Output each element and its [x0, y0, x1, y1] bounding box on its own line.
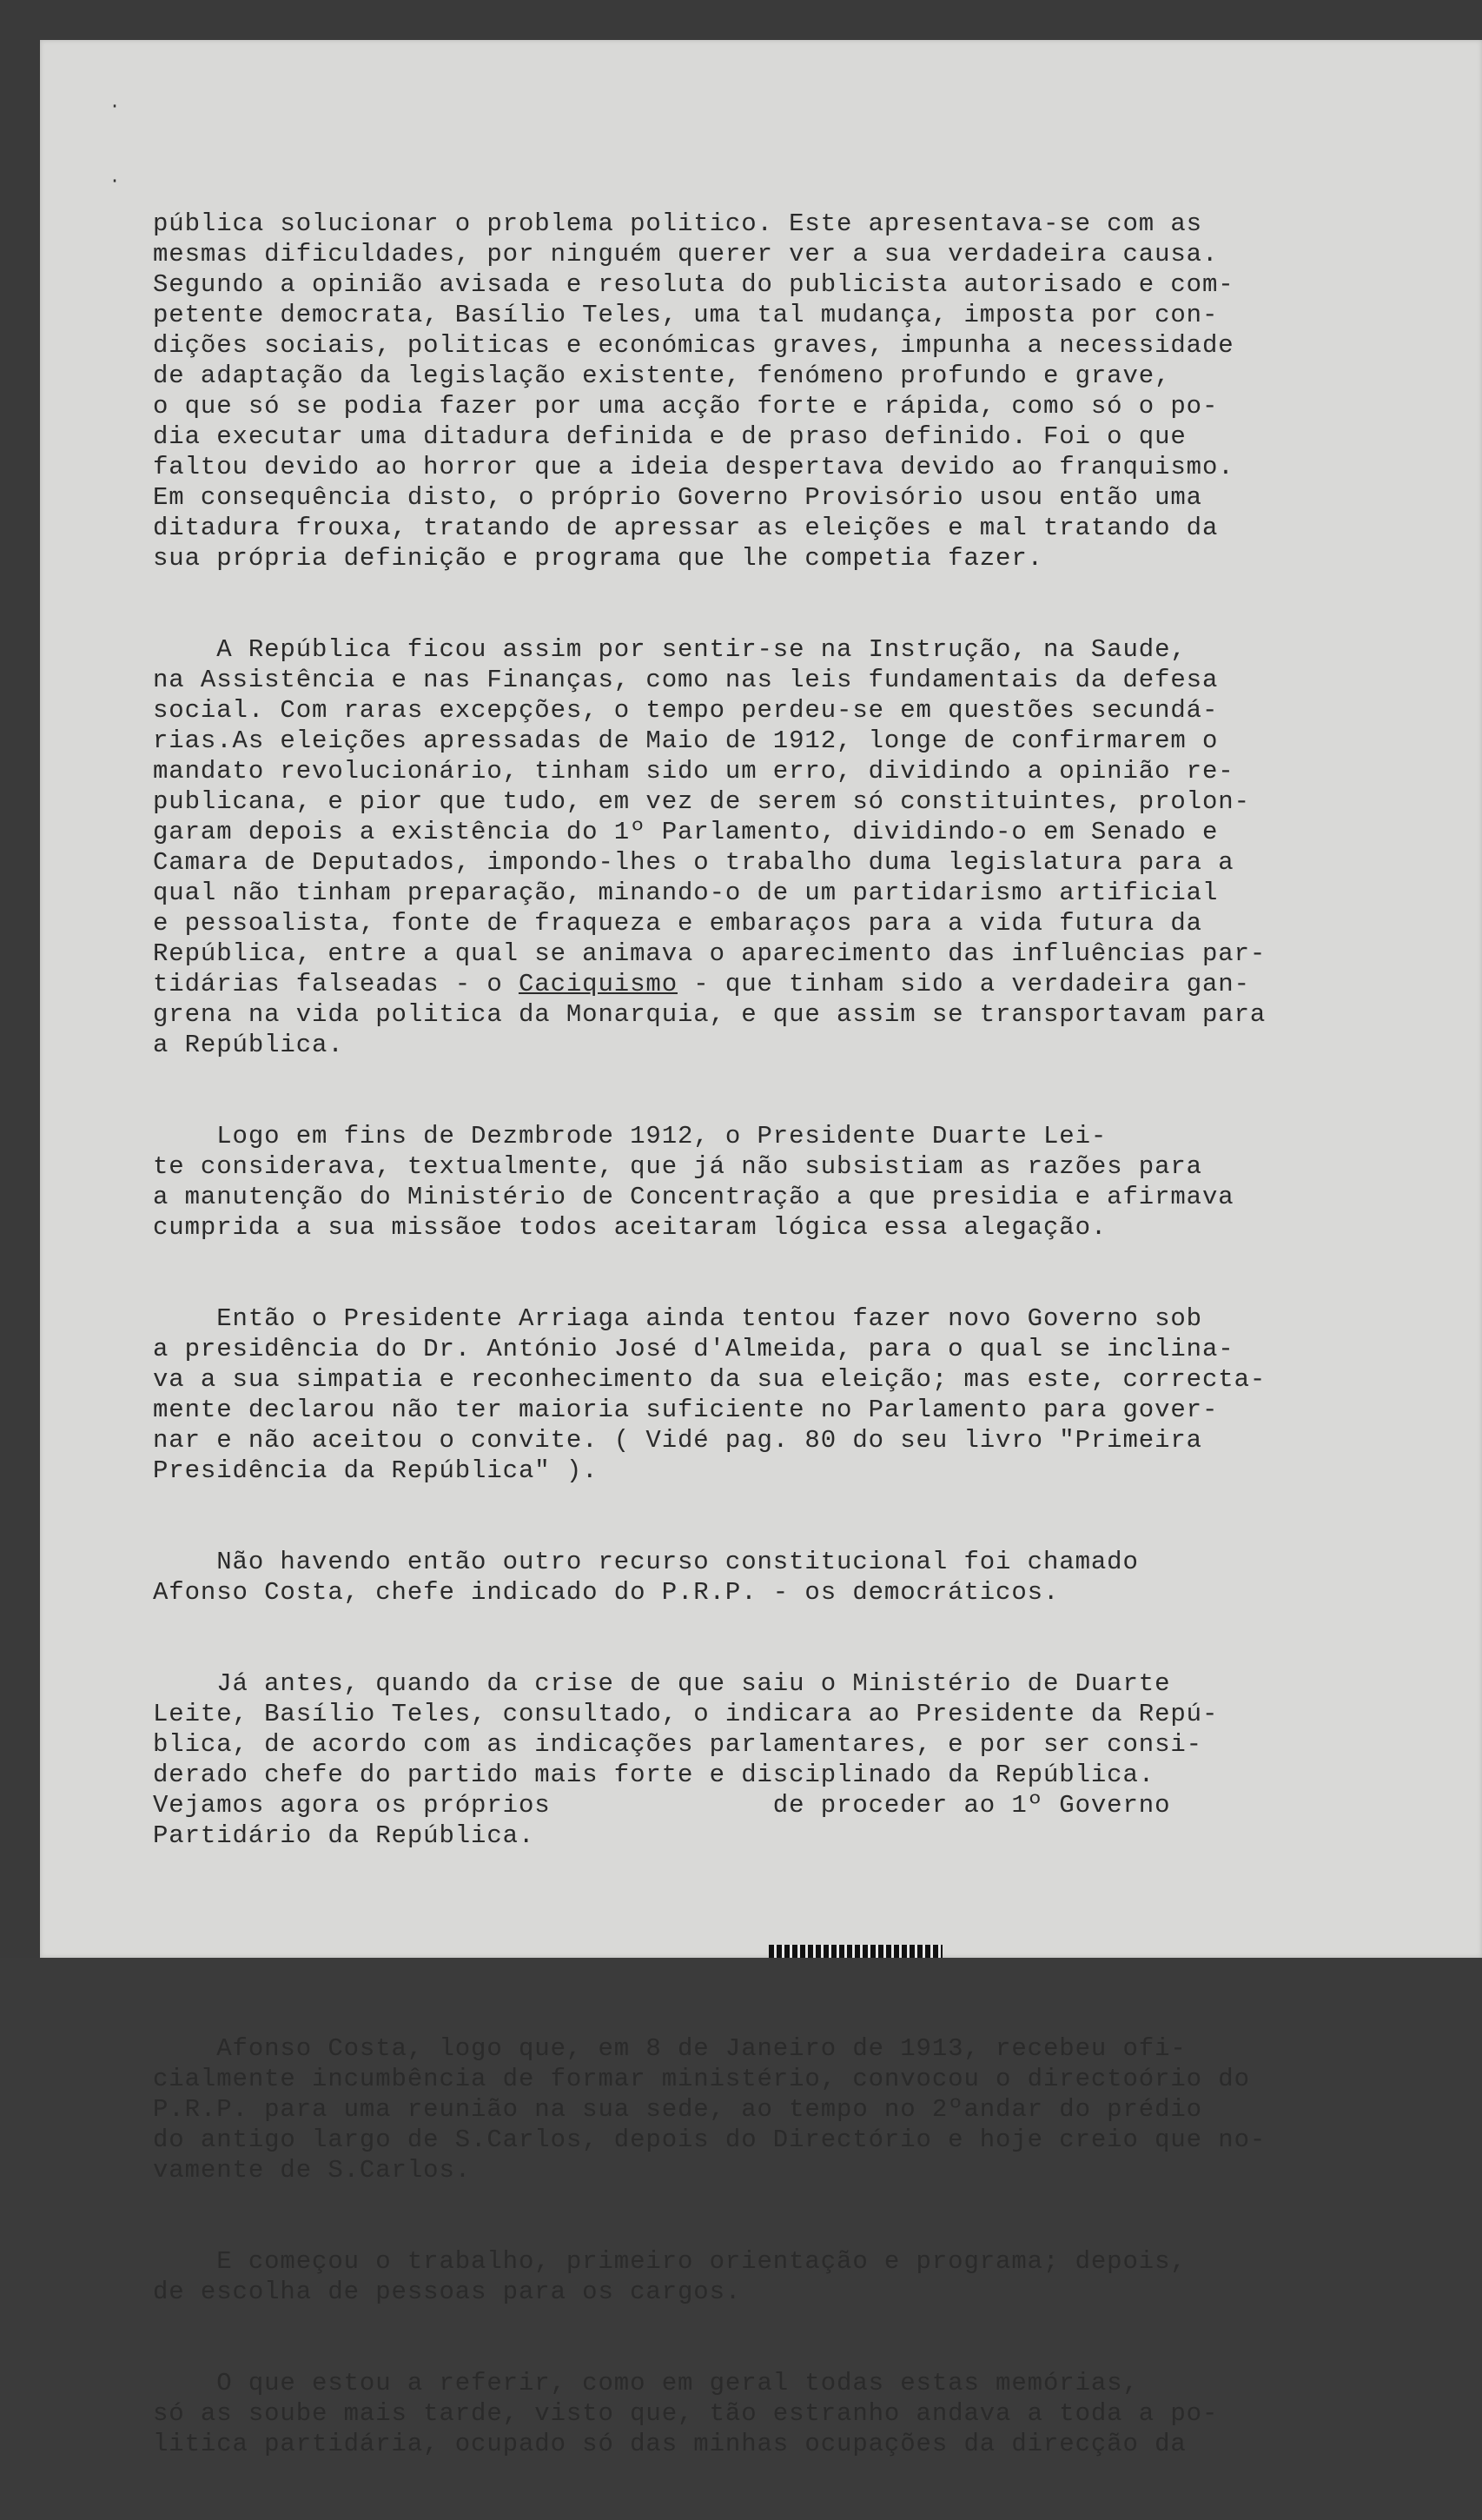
paragraph-gap [153, 1912, 1386, 1973]
paragraph [153, 2368, 1386, 2459]
text-line: publicana, e pior que tudo, em vez de serem só constituintes, prolon- [153, 787, 1250, 816]
underlined-term: Caciquismo [518, 970, 678, 998]
text-line: litica partidária, ocupado só das minhas ocupações da direcção da [153, 2430, 1187, 2458]
text-line: grena na vida politica da Monarquia, e que assim se transportavam para [153, 1000, 1267, 1029]
text-line: Afonso Costa, chefe indicado do P.R.P. - os democráticos. [153, 1578, 1060, 1607]
text-line: Já antes, quando da crise de que saiu o Ministério de Duarte [153, 1669, 1171, 1698]
text-line: Vejamos agora os próprios de proceder ao 1º Governo [153, 1791, 1171, 1820]
text-line: nar e não aceitou o convite. ( Vidé pag. 80 do seu livro "Primeira [153, 1426, 1202, 1455]
text-line: cialmente incumbência de formar ministério, convocou o directoório do [153, 2065, 1250, 2093]
text-line: qual não tinham preparação, minando-o de um partidarismo artificial [153, 879, 1219, 907]
text-line: Em consequência disto, o próprio Governo Provisório usou então uma [153, 483, 1202, 512]
text-line: O que estou a referir, como em geral todas estas memórias, [153, 2369, 1139, 2397]
paragraph [153, 1121, 1386, 1243]
paragraph [153, 634, 1386, 1060]
text-line: blica, de acordo com as indicações parlamentares, e por ser consi- [153, 1730, 1202, 1759]
text-line: A República ficou assim por sentir-se na Instrução, na Saude, [153, 635, 1187, 664]
text-line: petente democrata, Basílio Teles, uma tal mudança, imposta por con- [153, 301, 1219, 329]
text-line: Presidência da República" ). [153, 1456, 599, 1485]
text-line: va a sua simpatia e reconhecimento da sua eleição; mas este, correcta- [153, 1365, 1267, 1394]
text-line: Logo em fins de Dezmbrode 1912, o Presidente Duarte Lei- [153, 1122, 1108, 1151]
typewritten-text [153, 148, 1386, 2520]
text-line: faltou devido ao horror que a ideia despertava devido ao franquismo. [153, 453, 1234, 481]
text-line: a manutenção do Ministério de Concentração a que presidia e afirmava [153, 1183, 1234, 1211]
margin-mark: · [109, 170, 121, 191]
text-line: Segundo a opinião avisada e resoluta do publicista autorisado e com- [153, 270, 1234, 299]
paragraph [153, 2246, 1386, 2307]
text-line: na Assistência e nas Finanças, como nas leis fundamentais da defesa [153, 666, 1219, 694]
text-line: P.R.P. para uma reunião na sua sede, ao tempo no 2ºandar do prédio [153, 2095, 1202, 2124]
paragraph [153, 1547, 1386, 1608]
text-line: garam depois a existência do 1º Parlamento, dividindo-o em Senado e [153, 818, 1219, 846]
paragraph [153, 1668, 1386, 1851]
text-line: Não havendo então outro recurso constitucional foi chamado [153, 1548, 1139, 1576]
text-line: e pessoalista, fonte de fraqueza e embaraços para a vida futura da [153, 909, 1202, 938]
text-line: te considerava, textualmente, que já não subsistiam as razões para [153, 1152, 1202, 1181]
text-line: Então o Presidente Arriaga ainda tentou fazer novo Governo sob [153, 1304, 1202, 1333]
text-line: só as soube mais tarde, visto que, tão estranho andava a toda a po- [153, 2399, 1219, 2428]
text-line: a presidência do Dr. António José d'Almeida, para o qual se inclina- [153, 1335, 1234, 1363]
paragraph [153, 209, 1386, 574]
text-line: de escolha de pessoas para os cargos. [153, 2278, 742, 2306]
text-line: cumprida a sua missãoe todos aceitaram lógica essa alegação. [153, 1213, 1108, 1242]
text-line: rias.As eleições apressadas de Maio de 1912, longe de confirmarem o [153, 726, 1219, 755]
text-line: mesmas dificuldades, por ninguém querer ver a sua verdadeira causa. [153, 240, 1219, 269]
text-line: derado chefe do partido mais forte e disciplinado da República. [153, 1761, 1155, 1789]
text-line: mandato revolucionário, tinham sido um erro, dividindo a opinião re- [153, 757, 1234, 786]
paragraph [153, 1303, 1386, 1486]
text-line: de adaptação da legislação existente, fenómeno profundo e grave, [153, 361, 1171, 390]
text-line: pública solucionar o problema politico. Este apresentava-se com as [153, 209, 1202, 238]
paragraph [153, 2033, 1386, 2185]
text-line: dia executar uma ditadura definida e de praso definido. Foi o que [153, 422, 1187, 451]
text-line: Partidário da República. [153, 1821, 535, 1850]
text-line: o que só se podia fazer por uma acção forte e rápida, como só o po- [153, 392, 1219, 421]
text-line: do antigo largo de S.Carlos, depois do Directório e hoje creio que no- [153, 2125, 1267, 2154]
text-line: sua própria definição e programa que lhe competia fazer. [153, 544, 1043, 573]
text-line: vamente de S.Carlos. [153, 2156, 472, 2185]
text-line: a República. [153, 1031, 344, 1059]
text-line: ditadura frouxa, tratando de apressar as eleições e mal tratando da [153, 514, 1219, 542]
scan-edge-strip [769, 1945, 943, 1958]
text-line: Camara de Deputados, impondo-lhes o trabalho duma legislatura para a [153, 848, 1234, 877]
text-line: tidárias falseadas - o Caciquismo - que tinham sido a verdadeira gan- [153, 970, 1250, 998]
text-line: Afonso Costa, logo que, em 8 de Janeiro de 1913, recebeu ofi- [153, 2034, 1187, 2063]
text-line: República, entre a qual se animava o aparecimento das influências par- [153, 939, 1267, 968]
text-line: social. Com raras excepções, o tempo perdeu-se em questões secundá- [153, 696, 1219, 725]
text-line: mente declarou não ter maioria suficiente no Parlamento para gover- [153, 1396, 1219, 1424]
text-line: E começou o trabalho, primeiro orientação e programa; depois, [153, 2247, 1187, 2276]
margin-mark: · [109, 96, 121, 116]
text-line: dições sociais, politicas e económicas graves, impunha a necessidade [153, 331, 1234, 360]
text-line: Leite, Basílio Teles, consultado, o indicara ao Presidente da Repú- [153, 1700, 1219, 1728]
